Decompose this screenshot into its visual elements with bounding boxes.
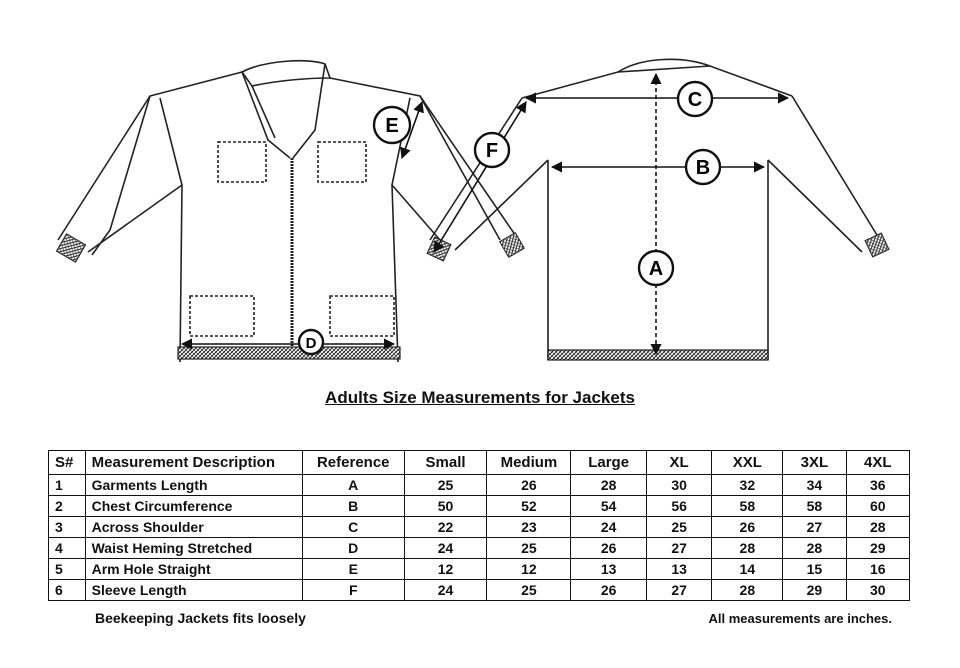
table-cell: 25 — [487, 538, 571, 559]
table-cell: 6 — [49, 580, 86, 601]
table-cell: 5 — [49, 559, 86, 580]
ref-label-d: D — [305, 335, 317, 352]
table-cell: B — [302, 496, 404, 517]
units-note: All measurements are inches. — [708, 611, 892, 626]
table-cell: 58 — [783, 496, 846, 517]
table-cell: 50 — [404, 496, 487, 517]
table-cell: 54 — [571, 496, 646, 517]
fit-note: Beekeeping Jackets fits loosely — [95, 610, 306, 626]
table-cell: E — [302, 559, 404, 580]
table-cell: 24 — [404, 538, 487, 559]
table-cell: 60 — [846, 496, 909, 517]
ref-label-e: E — [385, 115, 399, 137]
table-cell: 58 — [712, 496, 783, 517]
table-cell: 25 — [404, 475, 487, 496]
table-cell: 28 — [712, 538, 783, 559]
table-cell: 29 — [846, 538, 909, 559]
column-header: XL — [646, 451, 712, 475]
table-cell: 28 — [571, 475, 646, 496]
table-cell: Waist Heming Stretched — [85, 538, 302, 559]
table-cell: 16 — [846, 559, 909, 580]
table-header-row — [49, 451, 910, 475]
column-header: S# — [49, 451, 86, 475]
table-cell: A — [302, 475, 404, 496]
table-cell: Arm Hole Straight — [85, 559, 302, 580]
table-cell: 24 — [404, 580, 487, 601]
table-cell: 28 — [712, 580, 783, 601]
table-cell: 27 — [646, 538, 712, 559]
table-cell: Across Shoulder — [85, 517, 302, 538]
table-cell: 13 — [646, 559, 712, 580]
table-cell: 22 — [404, 517, 487, 538]
column-header: Reference — [302, 451, 404, 475]
table-cell: 32 — [712, 475, 783, 496]
table-cell: 26 — [571, 580, 646, 601]
table-cell: 4 — [49, 538, 86, 559]
table-cell: 34 — [783, 475, 846, 496]
ref-label-a: A — [648, 258, 664, 280]
ref-label-f: F — [485, 140, 499, 162]
table-cell: D — [302, 538, 404, 559]
size-table — [48, 450, 910, 601]
table-row — [49, 538, 910, 559]
table-cell: 36 — [846, 475, 909, 496]
table-cell: 12 — [404, 559, 487, 580]
table-cell: 26 — [712, 517, 783, 538]
table-cell: 25 — [487, 580, 571, 601]
table-cell: Sleeve Length — [85, 580, 302, 601]
table-cell: 27 — [783, 517, 846, 538]
jacket-front-view — [58, 61, 520, 362]
table-cell: 2 — [49, 496, 86, 517]
column-header: Large — [571, 451, 646, 475]
table-cell: 15 — [783, 559, 846, 580]
table-cell: 24 — [571, 517, 646, 538]
table-cell: 56 — [646, 496, 712, 517]
column-header: Measurement Description — [85, 451, 302, 475]
page-title: Adults Size Measurements for Jackets — [325, 388, 635, 407]
table-cell: 12 — [487, 559, 571, 580]
table-cell: 30 — [846, 580, 909, 601]
table-cell: 52 — [487, 496, 571, 517]
table-cell: 1 — [49, 475, 86, 496]
table-cell: 26 — [571, 538, 646, 559]
table-cell: 13 — [571, 559, 646, 580]
table-row — [49, 475, 910, 496]
column-header: 4XL — [846, 451, 909, 475]
table-cell: 29 — [783, 580, 846, 601]
ref-label-c: C — [687, 89, 703, 111]
table-cell: 30 — [646, 475, 712, 496]
table-cell: Chest Circumference — [85, 496, 302, 517]
table-cell: 27 — [646, 580, 712, 601]
ref-label-b: B — [695, 157, 711, 179]
table-row — [49, 559, 910, 580]
table-row — [49, 517, 910, 538]
table-cell: C — [302, 517, 404, 538]
column-header: Medium — [487, 451, 571, 475]
table-cell: 28 — [783, 538, 846, 559]
column-header: XXL — [712, 451, 783, 475]
table-cell: F — [302, 580, 404, 601]
column-header: 3XL — [783, 451, 846, 475]
table-cell: 25 — [646, 517, 712, 538]
table-cell: 28 — [846, 517, 909, 538]
table-row — [49, 496, 910, 517]
table-cell: 14 — [712, 559, 783, 580]
table-cell: 26 — [487, 475, 571, 496]
table-cell: 3 — [49, 517, 86, 538]
jacket-back-view — [430, 59, 880, 360]
table-cell: Garments Length — [85, 475, 302, 496]
column-header: Small — [404, 451, 487, 475]
table-cell: 23 — [487, 517, 571, 538]
table-row — [49, 580, 910, 601]
